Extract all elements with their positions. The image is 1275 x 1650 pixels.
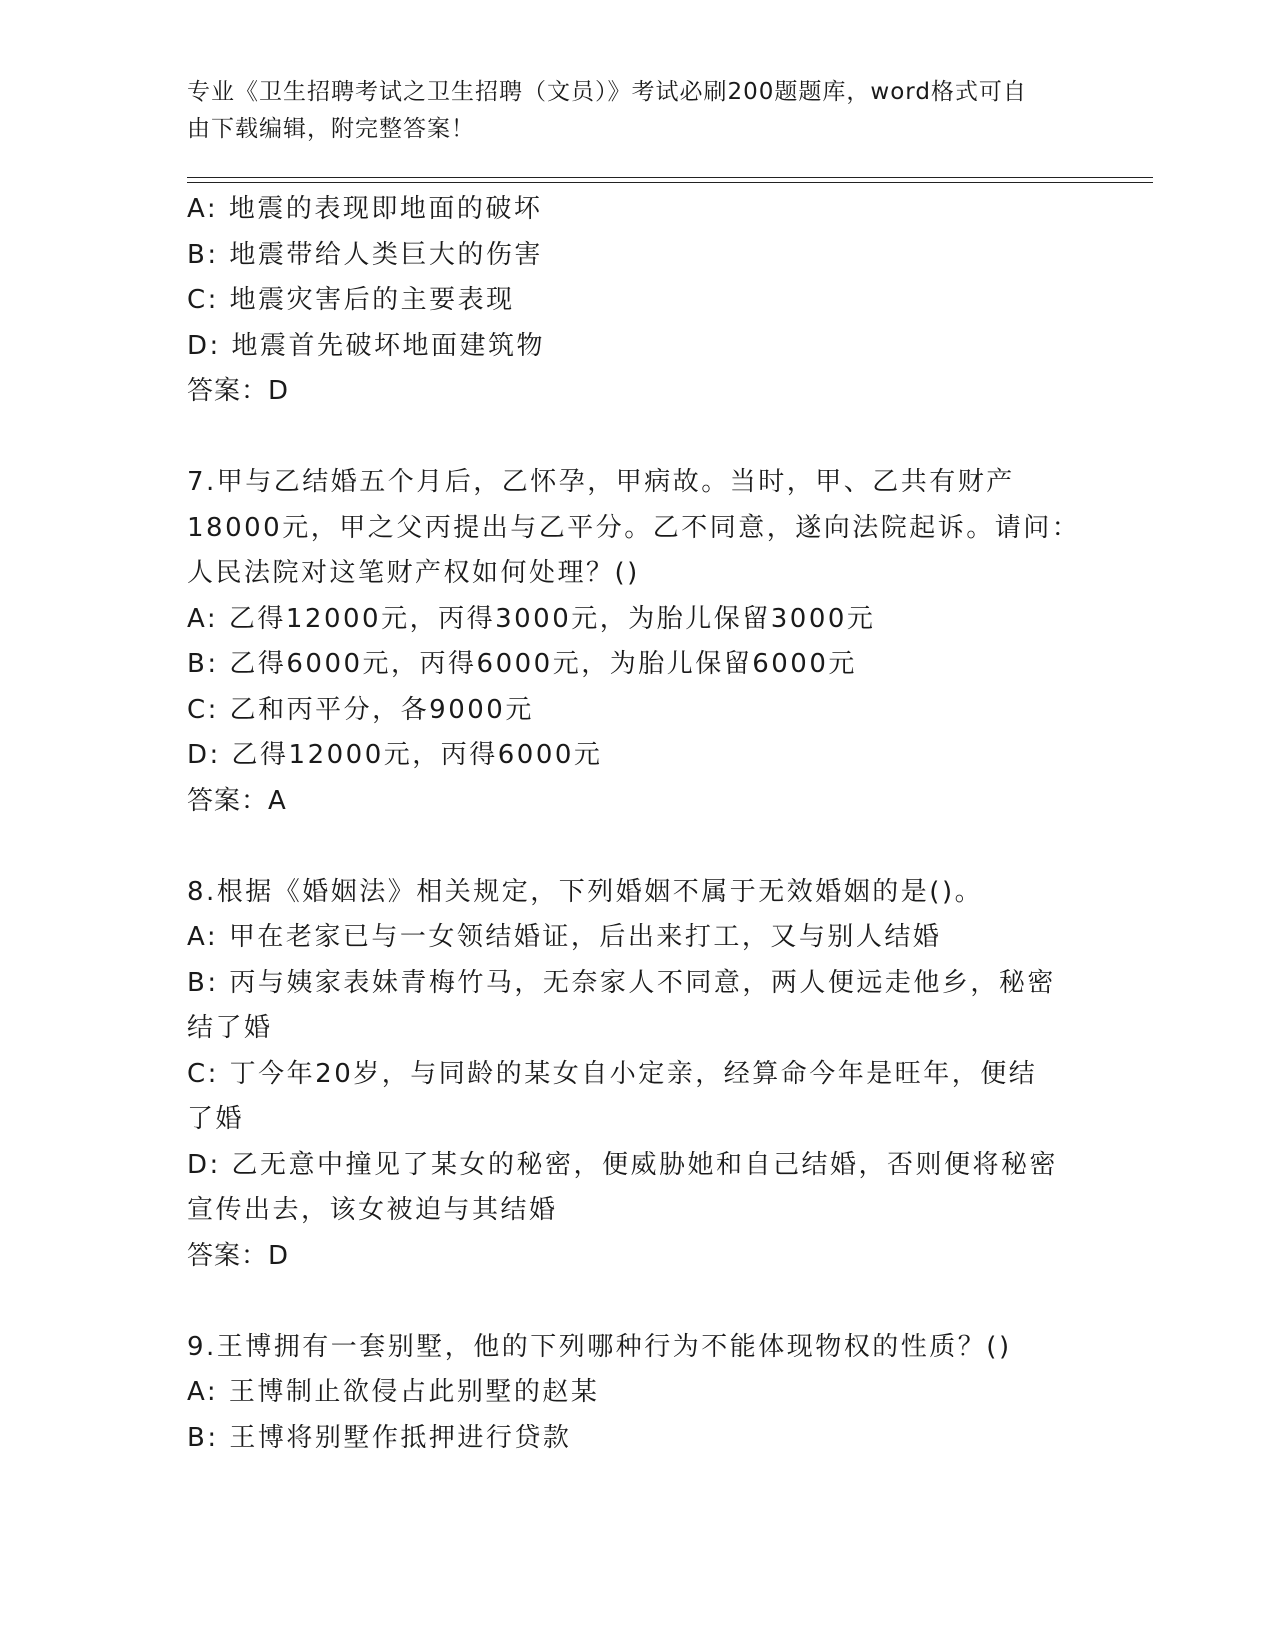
question-line: 7.甲与乙结婚五个月后，乙怀孕，甲病故。当时，甲、乙共有财产: [187, 467, 1015, 497]
option-line: C: 乙和丙平分，各9000元: [187, 694, 534, 725]
paragraph-gap: [187, 415, 1087, 461]
option-line: A: 王博制止欲侵占此别墅的赵某: [187, 1377, 600, 1407]
option-line: 宣传出去，该女被迫与其结婚: [187, 1195, 558, 1225]
option-line: 结了婚: [187, 1013, 273, 1043]
option-line: C: 丁今年20岁，与同龄的某女自小定亲，经算命今年是旺年，便结: [187, 1058, 1038, 1089]
header-divider-bottom: [187, 182, 1153, 183]
option-line: B: 地震带给人类巨大的伤害: [187, 239, 543, 270]
header-line-2: 由下载编辑，附完整答案！: [187, 116, 475, 142]
option-line: B: 丙与姨家表妹青梅竹马，无奈家人不同意，两人便远走他乡，秘密: [187, 967, 1056, 998]
option-line: B: 乙得6000元，丙得6000元，为胎儿保留6000元: [187, 649, 857, 679]
answer-line: 答案：D: [187, 376, 290, 406]
option-line: A: 地震的表现即地面的破坏: [187, 194, 543, 224]
header-divider-top: [187, 177, 1153, 178]
question-line: 18000元，甲之父丙提出与乙平分。乙不同意，遂向法院起诉。请问：: [187, 512, 1081, 543]
option-line: A: 甲在老家已与一女领结婚证，后出来打工，又与别人结婚: [187, 922, 942, 952]
paragraph-gap: [187, 1279, 1087, 1325]
option-line: B: 王博将别墅作抵押进行贷款: [187, 1422, 572, 1453]
option-line: D: 乙无意中撞见了某女的秘密，便威胁她和自己结婚，否则便将秘密: [187, 1149, 1059, 1180]
option-line: 了婚: [187, 1104, 245, 1134]
answer-line: 答案：A: [187, 785, 287, 816]
option-line: A: 乙得12000元，丙得3000元，为胎儿保留3000元: [187, 603, 876, 634]
question-list: [187, 187, 1087, 1461]
paragraph-gap: [187, 824, 1087, 870]
question-line: 8.根据《婚姻法》相关规定，下列婚姻不属于无效婚姻的是()。: [187, 876, 984, 907]
header-line-1: 专业《卫生招聘考试之卫生招聘（文员）》考试必刷200题题库，word格式可自: [187, 79, 1027, 105]
question-line: 9.王博拥有一套别墅，他的下列哪种行为不能体现物权的性质？(): [187, 1331, 1012, 1362]
option-line: D: 乙得12000元，丙得6000元: [187, 740, 603, 770]
option-line: D: 地震首先破坏地面建筑物: [187, 330, 546, 361]
question-line: 人民法院对这笔财产权如何处理？(): [187, 558, 640, 588]
option-line: C: 地震灾害后的主要表现: [187, 285, 515, 315]
document-header: [187, 74, 1067, 148]
answer-line: 答案：D: [187, 1240, 290, 1271]
